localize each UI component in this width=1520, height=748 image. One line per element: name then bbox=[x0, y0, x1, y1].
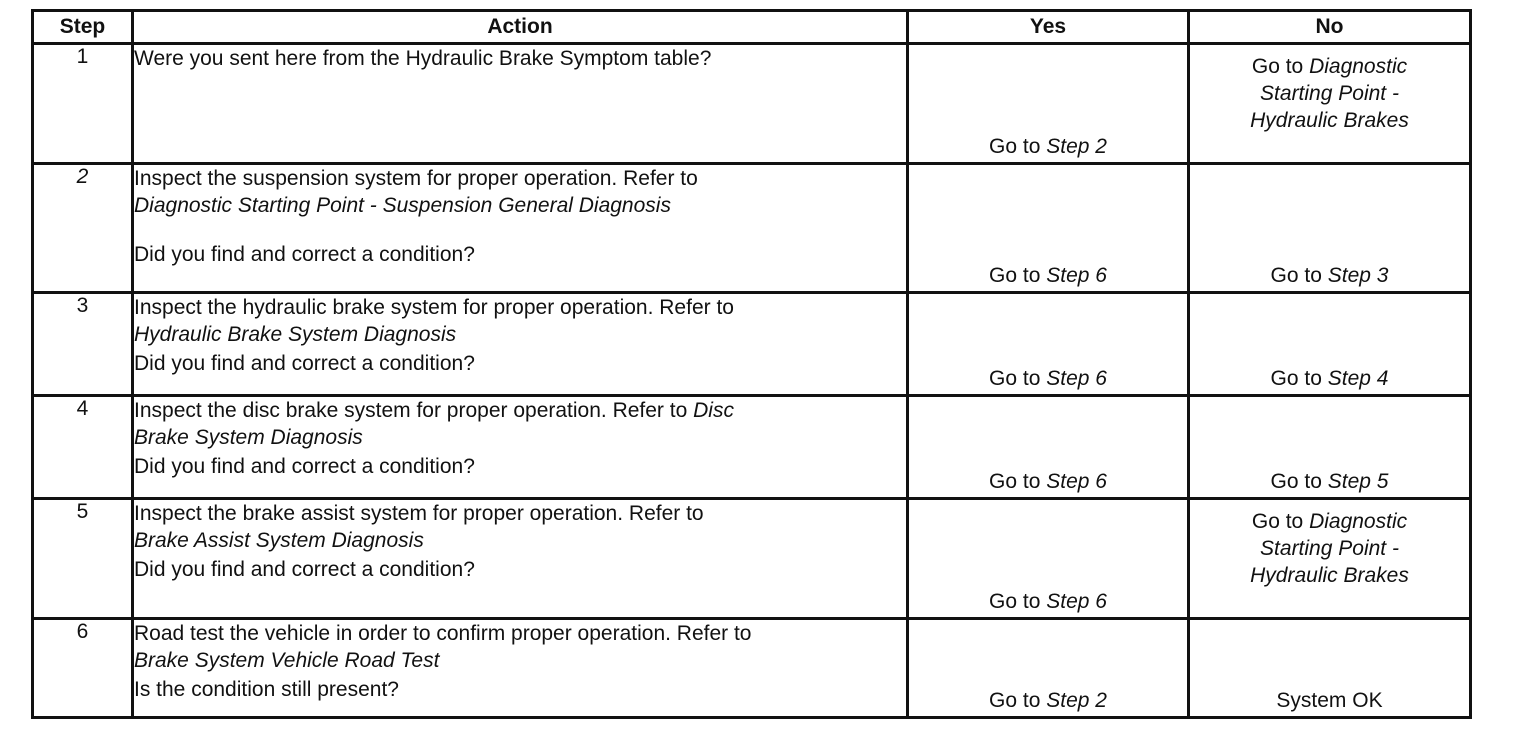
yes-ref: Step 2 bbox=[1046, 689, 1107, 712]
yes-cell bbox=[908, 396, 1189, 499]
no-prefix: Go to bbox=[1270, 264, 1328, 287]
action-question: Did you find and correct a condition? bbox=[134, 352, 475, 375]
yes-ref: Step 2 bbox=[1046, 135, 1107, 158]
no-ref-line2: Starting Point - bbox=[1260, 82, 1399, 105]
no-cell bbox=[1189, 619, 1471, 718]
no-cell bbox=[1189, 499, 1471, 619]
no-ref-line1: Diagnostic bbox=[1309, 510, 1408, 533]
no-prefix: Go to bbox=[1270, 470, 1328, 493]
yes-link[interactable] bbox=[909, 468, 1187, 495]
action-cell bbox=[133, 164, 908, 293]
yes-ref: Step 6 bbox=[1046, 264, 1107, 287]
action-cell bbox=[133, 499, 908, 619]
yes-cell bbox=[908, 44, 1189, 164]
header-action: Action bbox=[133, 11, 908, 44]
yes-cell bbox=[908, 619, 1189, 718]
yes-link[interactable] bbox=[909, 262, 1187, 289]
yes-cell bbox=[908, 293, 1189, 396]
header-step: Step bbox=[33, 11, 133, 44]
yes-link[interactable] bbox=[909, 365, 1187, 392]
header-yes: Yes bbox=[908, 11, 1189, 44]
action-cell bbox=[133, 396, 908, 499]
no-link[interactable] bbox=[1190, 45, 1469, 134]
table-row bbox=[33, 44, 1471, 164]
yes-prefix: Go to bbox=[989, 470, 1047, 493]
yes-cell bbox=[908, 499, 1189, 619]
yes-ref: Step 6 bbox=[1046, 367, 1107, 390]
action-question: Is the condition still present? bbox=[134, 678, 399, 701]
no-cell bbox=[1189, 164, 1471, 293]
diagnostic-table bbox=[31, 9, 1472, 719]
action-cell bbox=[133, 44, 908, 164]
no-link[interactable] bbox=[1190, 365, 1469, 392]
no-link[interactable] bbox=[1190, 262, 1469, 289]
step-number: 6 bbox=[33, 619, 133, 718]
yes-prefix: Go to bbox=[989, 590, 1047, 613]
no-ref: Step 3 bbox=[1327, 264, 1389, 287]
action-ref-link[interactable]: Brake Assist System Diagnosis bbox=[134, 529, 424, 552]
yes-cell bbox=[908, 164, 1189, 293]
no-ref: Step 4 bbox=[1327, 367, 1389, 390]
no-ref-line2: Starting Point - bbox=[1260, 537, 1399, 560]
yes-link[interactable] bbox=[909, 687, 1187, 714]
step-number: 1 bbox=[33, 44, 133, 164]
no-prefix: Go to bbox=[1270, 367, 1328, 390]
table-row bbox=[33, 396, 1471, 499]
action-text: Inspect the disc brake system for proper operation. Refer to bbox=[134, 399, 688, 422]
table-row bbox=[33, 164, 1471, 293]
no-ref-line3: Hydraulic Brakes bbox=[1250, 564, 1409, 587]
yes-link[interactable] bbox=[909, 588, 1187, 615]
yes-prefix: Go to bbox=[989, 689, 1047, 712]
no-cell bbox=[1189, 396, 1471, 499]
action-text: Were you sent here from the Hydraulic Brake Symptom table? bbox=[134, 47, 712, 70]
action-question: Did you find and correct a condition? bbox=[134, 455, 475, 478]
no-prefix: Go to bbox=[1251, 55, 1310, 78]
action-ref-link[interactable]: Brake System Vehicle Road Test bbox=[134, 649, 440, 672]
yes-ref: Step 6 bbox=[1046, 590, 1107, 613]
action-text: Inspect the brake assist system for proper operation. Refer to bbox=[134, 502, 704, 525]
action-text: Road test the vehicle in order to confirm proper operation. Refer to bbox=[134, 622, 752, 645]
no-link[interactable] bbox=[1190, 468, 1469, 495]
action-cell bbox=[133, 293, 908, 396]
action-text: Inspect the suspension system for proper operation. Refer to bbox=[134, 167, 698, 190]
action-ref-link[interactable]: Hydraulic Brake System Diagnosis bbox=[134, 323, 457, 346]
action-text: Inspect the hydraulic brake system for proper operation. Refer to bbox=[134, 296, 734, 319]
no-ref-line1: Diagnostic bbox=[1309, 55, 1408, 78]
no-ref-line3: Hydraulic Brakes bbox=[1250, 109, 1409, 132]
step-number: 5 bbox=[33, 499, 133, 619]
yes-prefix: Go to bbox=[989, 367, 1047, 390]
action-question: Did you find and correct a condition? bbox=[134, 558, 475, 581]
no-link[interactable] bbox=[1190, 500, 1469, 589]
step-number: 4 bbox=[33, 396, 133, 499]
yes-link[interactable] bbox=[909, 133, 1187, 160]
yes-prefix: Go to bbox=[989, 135, 1047, 158]
no-status: System OK bbox=[1276, 689, 1383, 712]
table-row bbox=[33, 293, 1471, 396]
header-row bbox=[33, 11, 1471, 44]
action-ref-link[interactable]: Diagnostic Starting Point - Suspension General Diagnosis bbox=[134, 194, 671, 217]
step-number bbox=[33, 164, 133, 293]
step-number: 3 bbox=[33, 293, 133, 396]
no-ref: Step 5 bbox=[1327, 470, 1389, 493]
action-ref-link-part2[interactable]: Brake System Diagnosis bbox=[134, 426, 363, 449]
table-row bbox=[33, 499, 1471, 619]
yes-prefix: Go to bbox=[989, 264, 1047, 287]
no-cell bbox=[1189, 293, 1471, 396]
table-row bbox=[33, 619, 1471, 718]
action-cell bbox=[133, 619, 908, 718]
action-ref-link-part1[interactable]: Disc bbox=[693, 399, 734, 422]
no-cell bbox=[1189, 44, 1471, 164]
action-question: Did you find and correct a condition? bbox=[134, 243, 475, 266]
header-no: No bbox=[1189, 11, 1471, 44]
yes-ref: Step 6 bbox=[1046, 470, 1107, 493]
no-prefix: Go to bbox=[1251, 510, 1310, 533]
step-number-text: 2 bbox=[76, 165, 89, 188]
